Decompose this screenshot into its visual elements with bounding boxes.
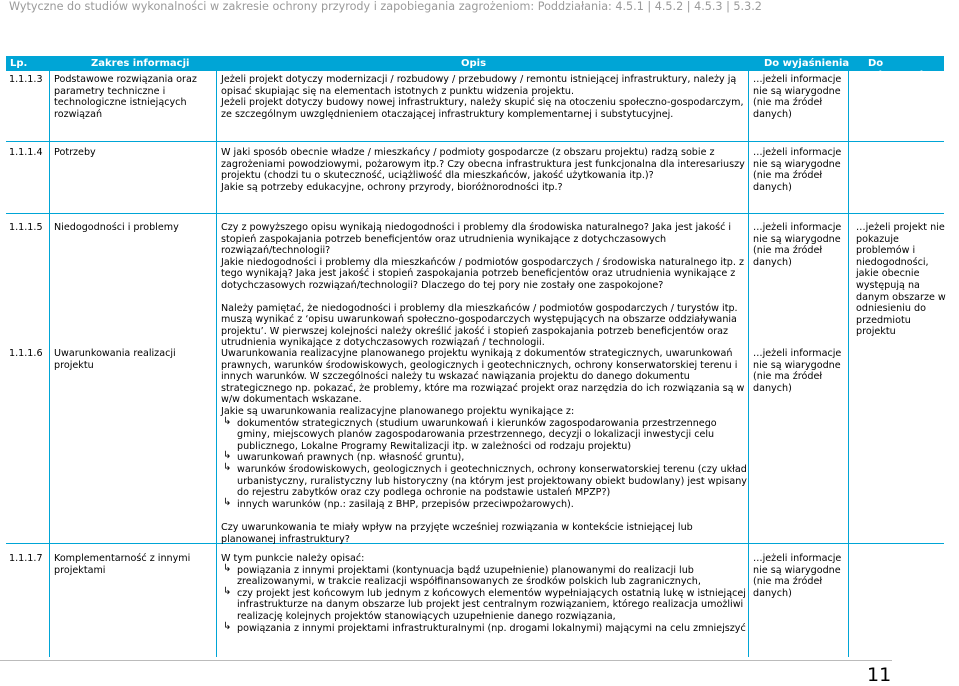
bullet-item: ↳ powiązania z innymi projektami infrastrukturalnymi (np. drogami lokalnymi) mającymi na celu zmniejszyć bbox=[223, 620, 746, 634]
opis-paragraph: Czy z powyższego opisu wynikają niedogodności i problemy dla środowiska naturalnego? Jaka jest jakość i stopień zaspokajania potrzeb beneficjentów oraz utrudnienia wynikające z dotychczasowych rozwiązań/technologii? bbox=[221, 222, 732, 257]
bullet-item: ↳ innych warunków (np.: zasilają z BHP, przepisów przeciwpożarowych). bbox=[223, 496, 574, 510]
row-number: 1.1.1.6 bbox=[9, 348, 43, 359]
col-header-zakres: Zakres informacji bbox=[91, 58, 190, 69]
row-number: 1.1.1.3 bbox=[9, 74, 43, 85]
row-number: 1.1.1.4 bbox=[9, 147, 43, 158]
opis-paragraph: Jeżeli projekt dotyczy modernizacji / rozbudowy / przebudowy / remontu istniejącej infrastruktury, należy ją opisać skupiając się na elementach istotnych z punktu widzenia projektu. bbox=[221, 74, 737, 97]
col-header-odrzucenia: Do odrzucenia bbox=[868, 58, 930, 81]
bullet-item: ↳ czy projekt jest końcowym lub jednym z końcowych elementów wypełniających ostatnią lukę w istniejącej infrastrukturze na danym obszarze lub projekt jest centralnym rozwiązaniem, którego realizacja umożliwi realizację kolejnych projektów stanowiących uzupełnienie danego rozwiązania, bbox=[223, 585, 746, 622]
row-do-wyjasnienia: …jeżeli informacje nie są wiarygodne (nie ma źródeł danych) bbox=[753, 147, 842, 193]
row-do-odrzucenia: …jeżeli projekt nie pokazuje problemów i niedogodności, jakie obecnie występują na danym obszarze w odniesieniu do przedmiotu projektu bbox=[856, 222, 946, 338]
document-header-title: Wytyczne do studiów wykonalności w zakresie ochrony przyrody i zapobiegania zagrożeniom: Poddziałania: 4.5.1 | 4.5.2 | 4.5.3 | 5.3.2 bbox=[9, 0, 762, 13]
row-zakres: Niedogodności i problemy bbox=[54, 222, 179, 233]
row-zakres: Potrzeby bbox=[54, 147, 96, 158]
row-zakres: Podstawowe rozwiązania oraz parametry techniczne i technologiczne istniejących rozwiązań bbox=[54, 74, 197, 120]
row-do-wyjasnienia: …jeżeli informacje nie są wiarygodne (nie ma źródeł danych) bbox=[753, 553, 842, 599]
bullet-item: ↳ powiązania z innymi projektami (kontynuacja bądź uzupełnienie) planowanymi do realizacji lub zrealizowanymi, w trakcie realizacji współfinansowanych ze środków polskich lub zagranicznych, bbox=[223, 562, 701, 588]
arrow-bullet-icon: ↳ bbox=[223, 620, 232, 632]
row-opis bbox=[221, 553, 747, 634]
bullet-item: ↳ dokumentów strategicznych (studium uwarunkowań i kierunków zagospodarowania przestrzennego gminy, miejscowych planów zagospodarowania przestrzennego, decyzji o lokalizacji inwestycji celu publicznego, Lokalne Programy Rewitalizacji itp. w zależności od rodzaju projektu) bbox=[223, 415, 717, 452]
opis-paragraph: Jakie są uwarunkowania realizacyjne planowanego projektu wynikające z: bbox=[221, 405, 575, 417]
opis-paragraph: Jakie niedogodności i problemy dla mieszkańców / podmiotów gospodarczych / środowiska naturalnego itp. z tego wynikają? Jaka jest jakość i stopień zaspokajania potrzeb beneficjentów oraz utrudnienia wynikające z dotychczasowych rozwiązań/technologii? Dlaczego do tej pory nie zostały one zaspokojone? bbox=[221, 256, 744, 291]
arrow-bullet-icon: ↳ bbox=[223, 585, 232, 597]
row-divider bbox=[6, 141, 944, 142]
column-divider bbox=[748, 71, 749, 657]
row-number: 1.1.1.7 bbox=[9, 553, 43, 564]
row-opis bbox=[221, 74, 747, 120]
row-opis bbox=[221, 147, 747, 193]
row-divider bbox=[6, 213, 944, 214]
arrow-bullet-icon: ↳ bbox=[223, 496, 232, 508]
page-number: 11 bbox=[867, 664, 892, 686]
arrow-bullet-icon: ↳ bbox=[223, 450, 232, 462]
column-divider bbox=[216, 71, 217, 657]
bullet-item: ↳ uwarunkowań prawnych (np. własność gruntu), bbox=[223, 450, 465, 464]
row-number: 1.1.1.5 bbox=[9, 222, 43, 233]
column-divider bbox=[49, 71, 50, 657]
footer-divider bbox=[0, 660, 892, 661]
row-zakres: Komplementarność z innymi projektami bbox=[54, 553, 191, 576]
col-header-lp: Lp. bbox=[10, 58, 28, 69]
arrow-bullet-icon: ↳ bbox=[223, 562, 232, 574]
opis-paragraph: W tym punkcie należy opisać: bbox=[221, 553, 365, 564]
row-zakres: Uwarunkowania realizacji projektu bbox=[54, 348, 176, 371]
opis-paragraph: Należy pamiętać, że niedogodności i problemy dla mieszkańców / podmiotów gospodarczych / turystów itp. muszą wynikać z ‘opisu uwarunkowań społeczno-gospodarczych występujących na obszarze oddziaływania projektu’. W pierwszej kolejności należy określić jakość i stopień zaspokajania potrzeb beneficjentów oraz utrudnienia wynikające z dotychczasowych rozwiązań / technologii. bbox=[221, 302, 738, 349]
opis-paragraph: Jeżeli projekt dotyczy budowy nowej infrastruktury, należy skupić się na otoczeniu społeczno-gospodarczym, ze szczególnym uwzględnieniem otaczającej infrastruktury komplementarnej i substytucyjnej. bbox=[221, 97, 744, 120]
opis-paragraph: Uwarunkowania realizacyjne planowanego projektu wynikają z dokumentów strategicznych, uwarunkowań prawnych, warunków środowiskowych, geologicznych i geotechnicznych, ochrony konserwatorskiej terenu i innych warunków. W szczególności należy tu wskazać nawiązania projektu do danego dokumentu strategicznego np. pokazać, że problemy, które ma rozwiązać projekt oraz narzędzia do ich rozwiązania są w w/w dokumentach wskazane. bbox=[221, 348, 745, 406]
arrow-bullet-icon: ↳ bbox=[223, 415, 232, 427]
col-header-opis: Opis bbox=[461, 58, 487, 69]
col-header-wyjasnienia: Do wyjaśnienia bbox=[764, 58, 850, 69]
row-opis bbox=[221, 348, 747, 546]
row-do-wyjasnienia: …jeżeli informacje nie są wiarygodne (nie ma źródeł danych) bbox=[753, 74, 842, 120]
row-do-wyjasnienia: …jeżeli informacje nie są wiarygodne (nie ma źródeł danych) bbox=[753, 348, 842, 394]
row-do-wyjasnienia: …jeżeli informacje nie są wiarygodne (nie ma źródeł danych) bbox=[753, 222, 842, 268]
bullet-item: ↳ warunków środowiskowych, geologicznych i geotechnicznych, ochrony konserwatorskiej terenu (czy układ urbanistyczny, ruralistyczny lub historyczny (na którym jest projektowany obiekt budowlany) jest wpisany do rejestru zabytków oraz czy podlega ochronie na podstawie ustaleń MPZP?) bbox=[223, 461, 747, 499]
opis-paragraph: W jaki sposób obecnie władze / mieszkańcy / podmioty gospodarcze (z obszaru projektu) radzą sobie z zagrożeniami powodziowymi, pożarowym itp.? Czy obecna infrastruktura jest funkcjonalna dla interesariuszy projektu (chodzi tu o skuteczność, uciążliwość dla mieszkańców, jakość użytkowania itp.)? bbox=[221, 147, 745, 182]
row-opis bbox=[221, 222, 747, 349]
arrow-bullet-icon: ↳ bbox=[223, 461, 232, 473]
opis-paragraph: Jakie są potrzeby edukacyjne, ochrony przyrody, bioróżnorodności itp.? bbox=[221, 181, 563, 193]
column-divider bbox=[848, 71, 849, 657]
opis-paragraph: Czy uwarunkowania te miały wpływ na przyjęte wcześniej rozwiązania w kontekście istniejącej lub planowanej infrastruktury? bbox=[221, 522, 693, 545]
